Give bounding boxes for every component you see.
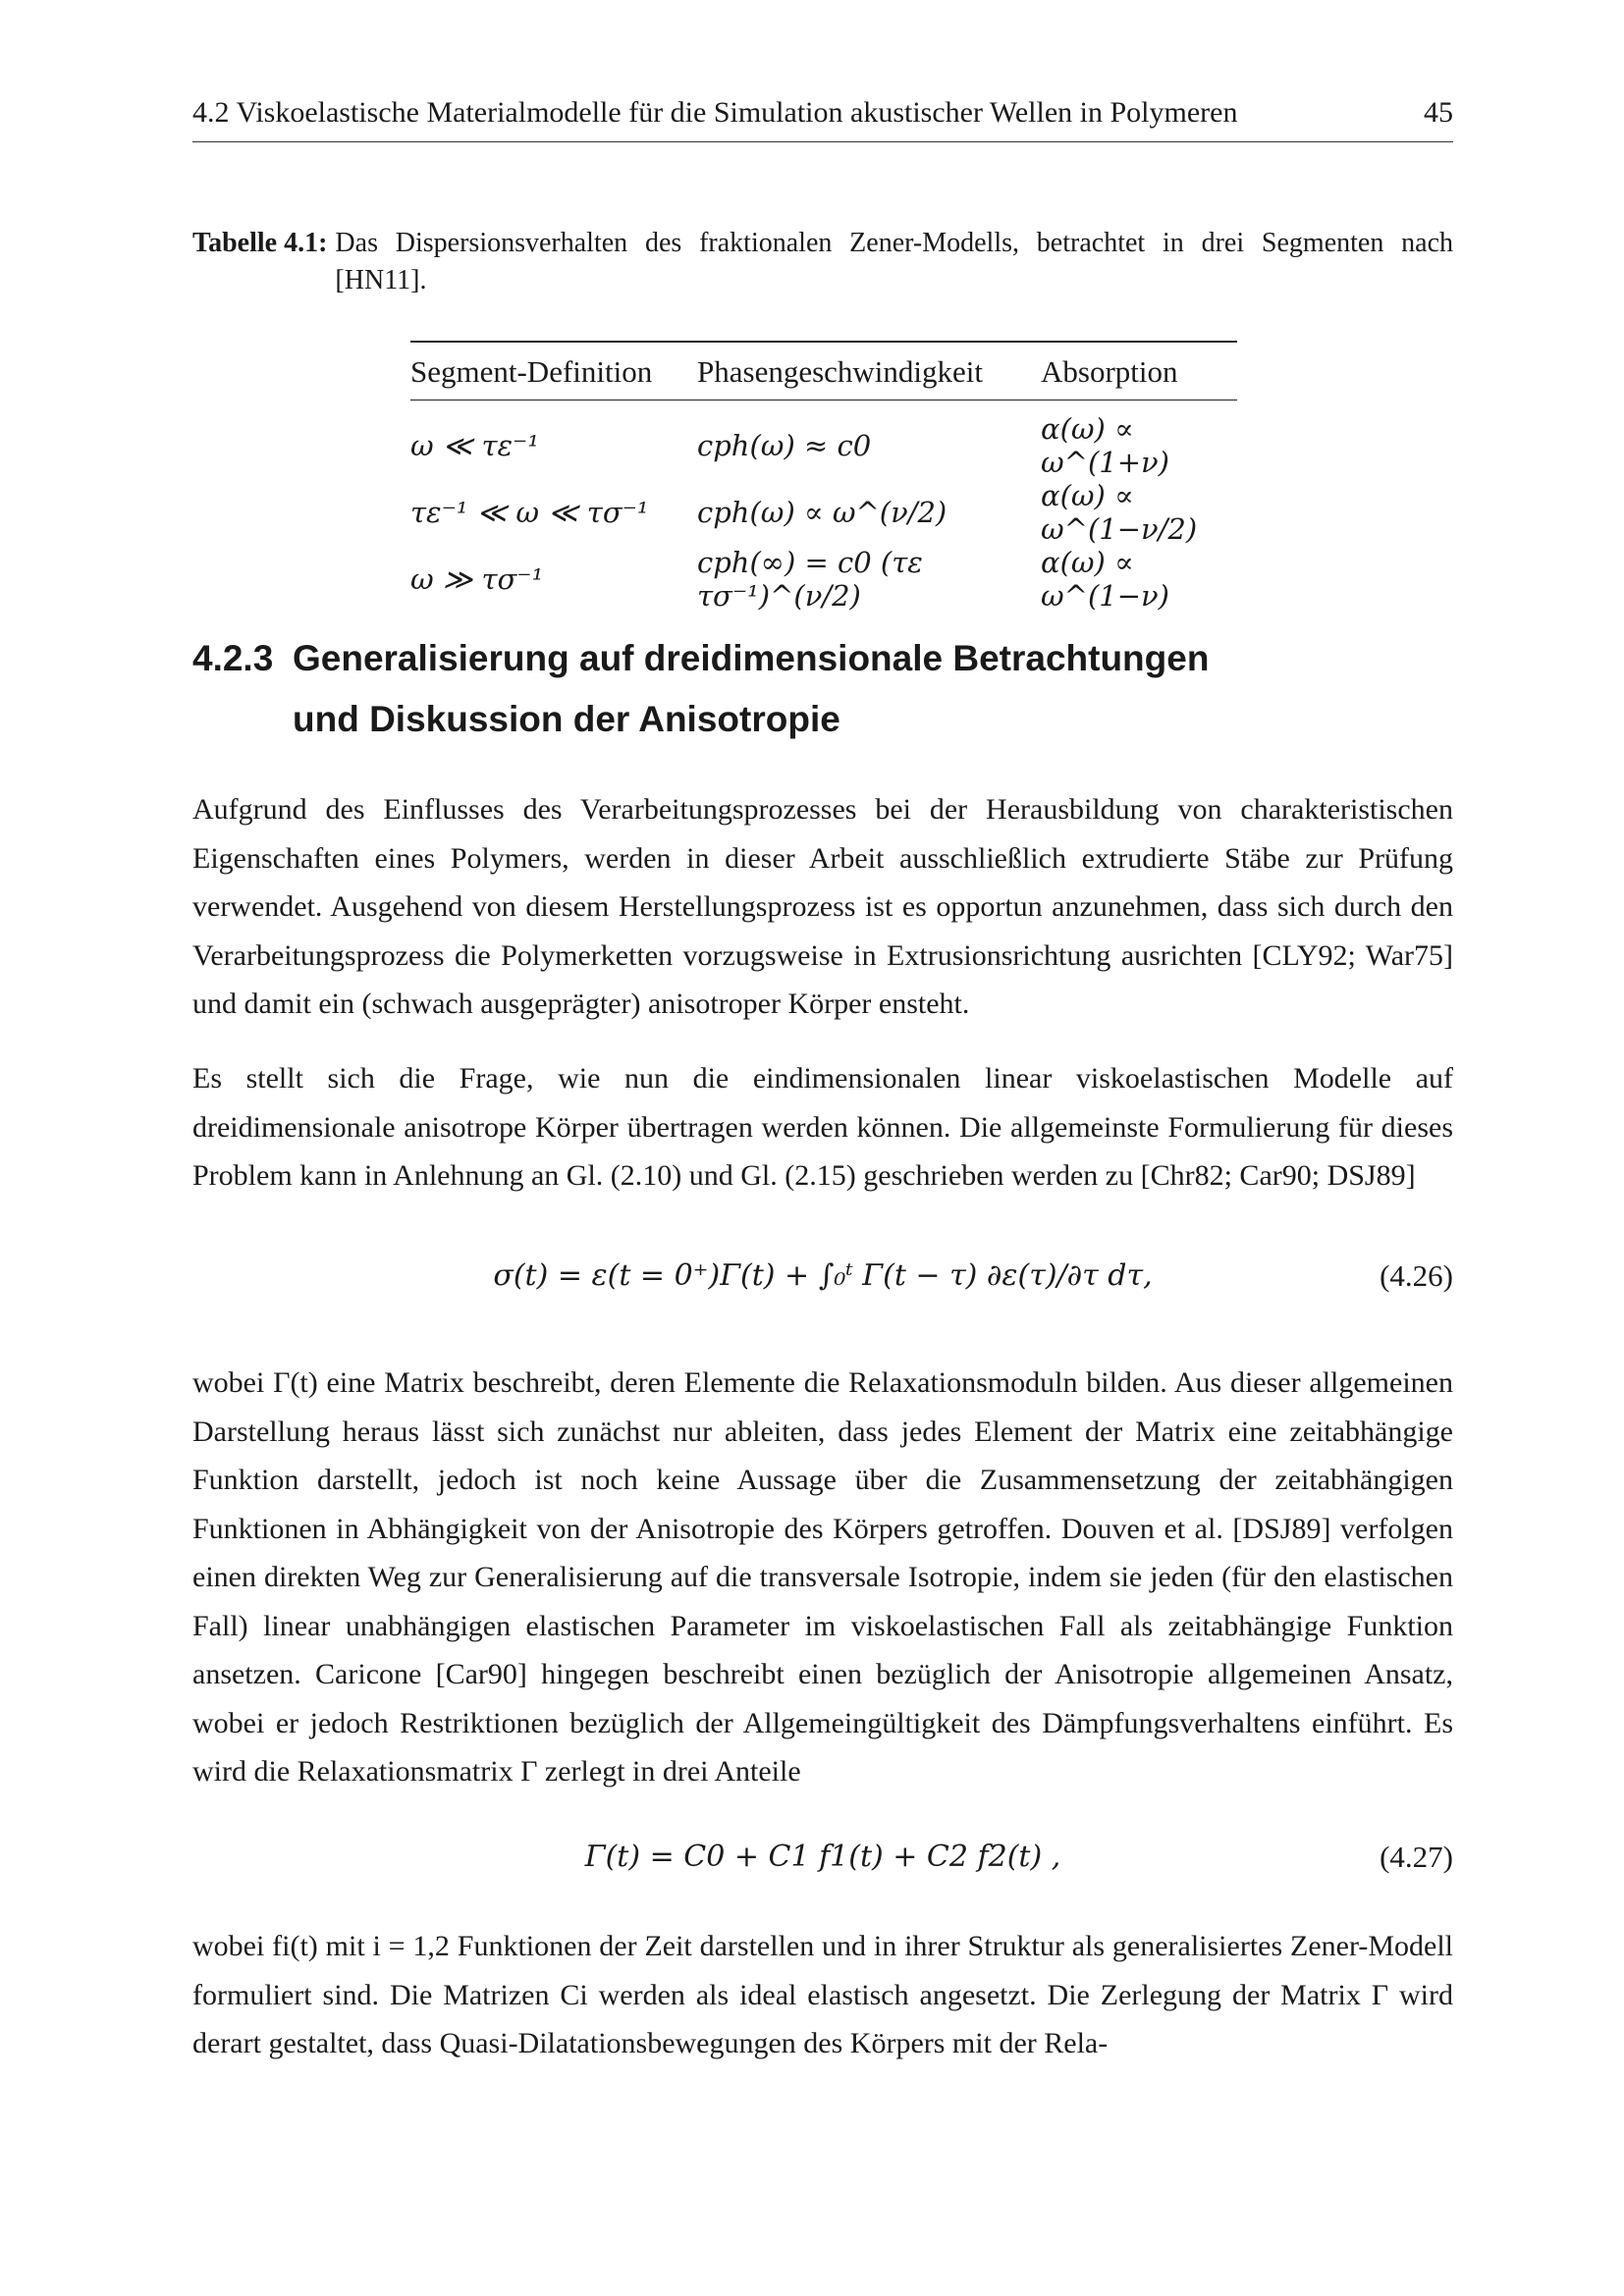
equation-4-27 <box>192 1840 1453 1898</box>
caption-text: Das Dispersionsverhalten des fraktionalen Zener-Modells, betrachtet in drei Segmenten nach [HN11]. <box>335 228 1453 295</box>
running-header <box>192 96 1453 142</box>
page-number: 45 <box>1424 96 1453 129</box>
paragraph-4: wobei fi(t) mit i = 1,2 Funktionen der Zeit darstellen und in ihrer Struktur als generalisiertes Zener-Modell formuliert sind. Die Matrizen Ci werden als ideal elastisch angesetzt. Die Zerlegung der Matrix Γ wird derart gestaltet, dass Quasi-Dilatationsbewegungen des Körpers mit der Rela- <box>192 1930 1453 2059</box>
cell-absorption: α(ω) ∝ ω^(1+ν) <box>1041 412 1169 479</box>
caption-label: Tabelle 4.1: <box>192 228 328 258</box>
header-segment: Segment-Definition <box>410 342 697 400</box>
table-caption <box>192 225 1453 299</box>
dispersion-table <box>410 341 1237 613</box>
section-title: Generalisierung auf dreidimensionale Betrachtungen und Diskussion der Anisotropie <box>293 638 1210 739</box>
cell-phase-velocity: cph(ω) ≈ c0 <box>697 429 872 462</box>
equation-formula: Γ(t) = C0 + C1 f1(t) + C2 f2(t) , <box>584 1840 1061 1874</box>
equation-number: (4.26) <box>1380 1258 1453 1293</box>
section-heading <box>192 628 1371 750</box>
cell-absorption: α(ω) ∝ ω^(1−ν) <box>1041 546 1169 613</box>
equation-formula: σ(t) = ε(t = 0⁺)Γ(t) + ∫₀ᵗ Γ(t − τ) ∂ε(τ)/∂τ dτ, <box>493 1258 1153 1293</box>
running-title: 4.2 Viskoelastische Materialmodelle für die Simulation akustischer Wellen in Polymeren <box>192 96 1238 129</box>
equation-number: (4.27) <box>1380 1840 1453 1874</box>
equation-4-26 <box>192 1258 1453 1317</box>
cell-phase-velocity: cph(∞) = c0 (τε τσ⁻¹)^(ν/2) <box>697 546 923 613</box>
table-row <box>410 400 1237 480</box>
cell-segment: τε⁻¹ ≪ ω ≪ τσ⁻¹ <box>410 496 649 529</box>
section-number: 4.2.3 <box>192 638 274 678</box>
table-row <box>410 546 1237 613</box>
header-absorption: Absorption <box>1041 342 1237 400</box>
paragraph-1: Aufgrund des Einflusses des Verarbeitungsprozesses bei der Herausbildung von charakteristischen Eigenschaften eines Polymers, werden in dieser Arbeit ausschließlich extrudierte Stäbe zur Prüfung verwendet. Ausgehend von diesem Herstellungsprozess ist es opportun anzunehmen, dass sich durch den Verarbeitungsprozess die Polymerketten vorzugsweise in Extrusionsrichtung ausrichten [CLY92; War75] und damit ein (schwach ausgeprägter) anisotroper Körper ensteht. <box>192 793 1453 1020</box>
cell-absorption: α(ω) ∝ ω^(1−ν/2) <box>1041 479 1198 546</box>
cell-segment: ω ≪ τε⁻¹ <box>410 429 539 462</box>
cell-phase-velocity: cph(ω) ∝ ω^(ν/2) <box>697 496 947 529</box>
paragraph-2: Es stellt sich die Frage, wie nun die eindimensionalen linear viskoelastischen Modelle auf dreidimensionale anisotrope Körper übertragen werden können. Die allgemeinste Formulierung für dieses Problem kann in Anlehnung an Gl. (2.10) und Gl. (2.15) geschrieben werden zu [Chr82; Car90; DSJ89] <box>192 1062 1453 1192</box>
table-row <box>410 479 1237 546</box>
paragraph-3: wobei Γ(t) eine Matrix beschreibt, deren Elemente die Relaxationsmoduln bilden. Aus dieser allgemeinen Darstellung heraus lässt sich zunächst nur ableiten, dass jedes Element der Matrix eine zeitabhängige Funktion darstellt, jedoch ist noch keine Aussage über die Zusammensetzung der zeitabhängigen Funktionen in Abhängigkeit von der Anisotropie des Körpers getroffen. Douven et al. [DSJ89] verfolgen einen direkten Weg zur Generalisierung auf die transversale Isotropie, indem sie jeden (für den elastischen Fall) linear unabhängigen elastischen Parameter im viskoelastischen Fall als zeitabhängige Funktion ansetzen. Caricone [Car90] hingegen beschreibt einen bezüglich der Anisotropie allgemeinen Ansatz, wobei er jedoch Restriktionen bezüglich der Allgemeingültigkeit des Dämpfungsverhaltens einführt. Es wird die Relaxationsmatrix Γ zerlegt in drei Anteile <box>192 1366 1453 1788</box>
cell-segment: ω ≫ τσ⁻¹ <box>410 562 544 596</box>
table-header-row <box>410 342 1237 400</box>
header-phase-velocity: Phasengeschwindigkeit <box>697 342 1041 400</box>
